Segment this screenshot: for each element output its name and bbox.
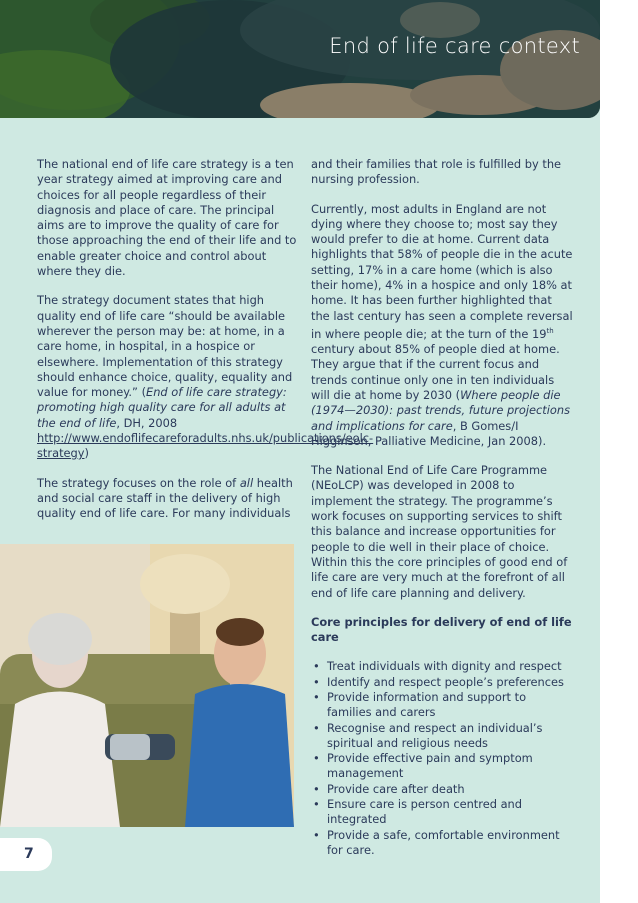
text-span: Currently, most adults in England are not dying where they choose to; most say they would prefer to die at home. Current data highlights that 58% of people die in the acute setting, 17% in a care home (which is also their home), 4% in a hospice and only 18% at home. It has been further highlighted that the last century has seen a complete reversal in where people die; at the turn of the 19 <box>311 201 573 341</box>
banner-landscape-image <box>0 0 600 118</box>
publication-title: Where people die (1974—2030): past trends, future projections and implications for care <box>311 387 571 433</box>
list-item: • Provide a safe, comfortable environment for care. <box>311 828 573 859</box>
list-item: • Identify and respect people’s preferences <box>311 675 573 690</box>
nurse-patient-photo <box>0 544 294 827</box>
text-span: health and social care staff in the delivery of high quality end of life care. For many individuals <box>37 475 293 521</box>
superscript: th <box>546 326 554 335</box>
paragraph: The National End of Life Care Programme (NEoLCP) was developed in 2008 to implement the strategy. The programme’s work focuses on supporting services to shift this balance and increase opportunities for people to die well in their place of choice. Within this the core principles of good end of life care are very much at the forefront of all end of life care planning and delivery. <box>311 463 568 600</box>
list-item: • Recognise and respect an individual’s spiritual and religious needs <box>311 721 573 752</box>
text-span: , B Gomes/I Higginson, Palliative Medicine, Jan 2008). <box>311 418 547 448</box>
left-column <box>37 157 374 536</box>
list-item: • Provide information and support to families and carers <box>311 690 573 721</box>
photo-image <box>0 544 294 827</box>
text-span: ) <box>84 446 89 461</box>
core-principles-heading: Core principles for delivery of end of life care <box>311 614 572 645</box>
paragraph: The national end of life care strategy is a ten year strategy aimed at improving care and choices for all people regardless of their diagnosis and place of care. The principal aims are to improve the quality of care for those approaching the end of their life and to enable greater choice and control about where they die. <box>37 157 297 279</box>
emphasis: all <box>239 475 254 490</box>
list-item: • Provide effective pain and symptom management <box>311 751 573 782</box>
section-title: End of life care context <box>329 34 580 58</box>
paragraph <box>311 202 573 450</box>
list-item: • Provide care after death <box>311 782 573 797</box>
header-banner <box>0 0 600 118</box>
publication-title: End of life care strategy: promoting high quality care for all adults at the end of life <box>37 385 287 430</box>
text-span: century about 85% of people died at home. They argue that if the current focus and trends continue only one in ten individuals will die at home by 2030 ( <box>311 342 560 402</box>
list-item: • Treat individuals with dignity and respect <box>311 659 573 674</box>
paragraph: and their families that role is fulfilled by the nursing profession. <box>311 157 562 187</box>
paragraph <box>37 293 374 461</box>
paragraph <box>37 476 299 522</box>
list-item: • Ensure care is person centred and integrated <box>311 797 573 828</box>
strategy-link[interactable]: http://www.endoflifecareforadults.nhs.uk/publications/eolc-strategy <box>37 431 374 461</box>
page-margin <box>600 0 638 903</box>
page-number: 7 <box>24 846 34 862</box>
text-span: , DH, 2008 <box>116 415 178 430</box>
right-column <box>311 157 573 858</box>
text-span: The strategy focuses on the role of <box>37 475 240 490</box>
text-span: The strategy document states that high quality end of life care “should be available wherever the person may be: at home, in a care home, in hospital, in a hospice or elsewhere. Implementation of this strategy should enhance choice, quality, equality and value for money.” ( <box>37 293 293 400</box>
page-number-tab <box>0 838 52 871</box>
core-principles-list <box>311 659 573 858</box>
